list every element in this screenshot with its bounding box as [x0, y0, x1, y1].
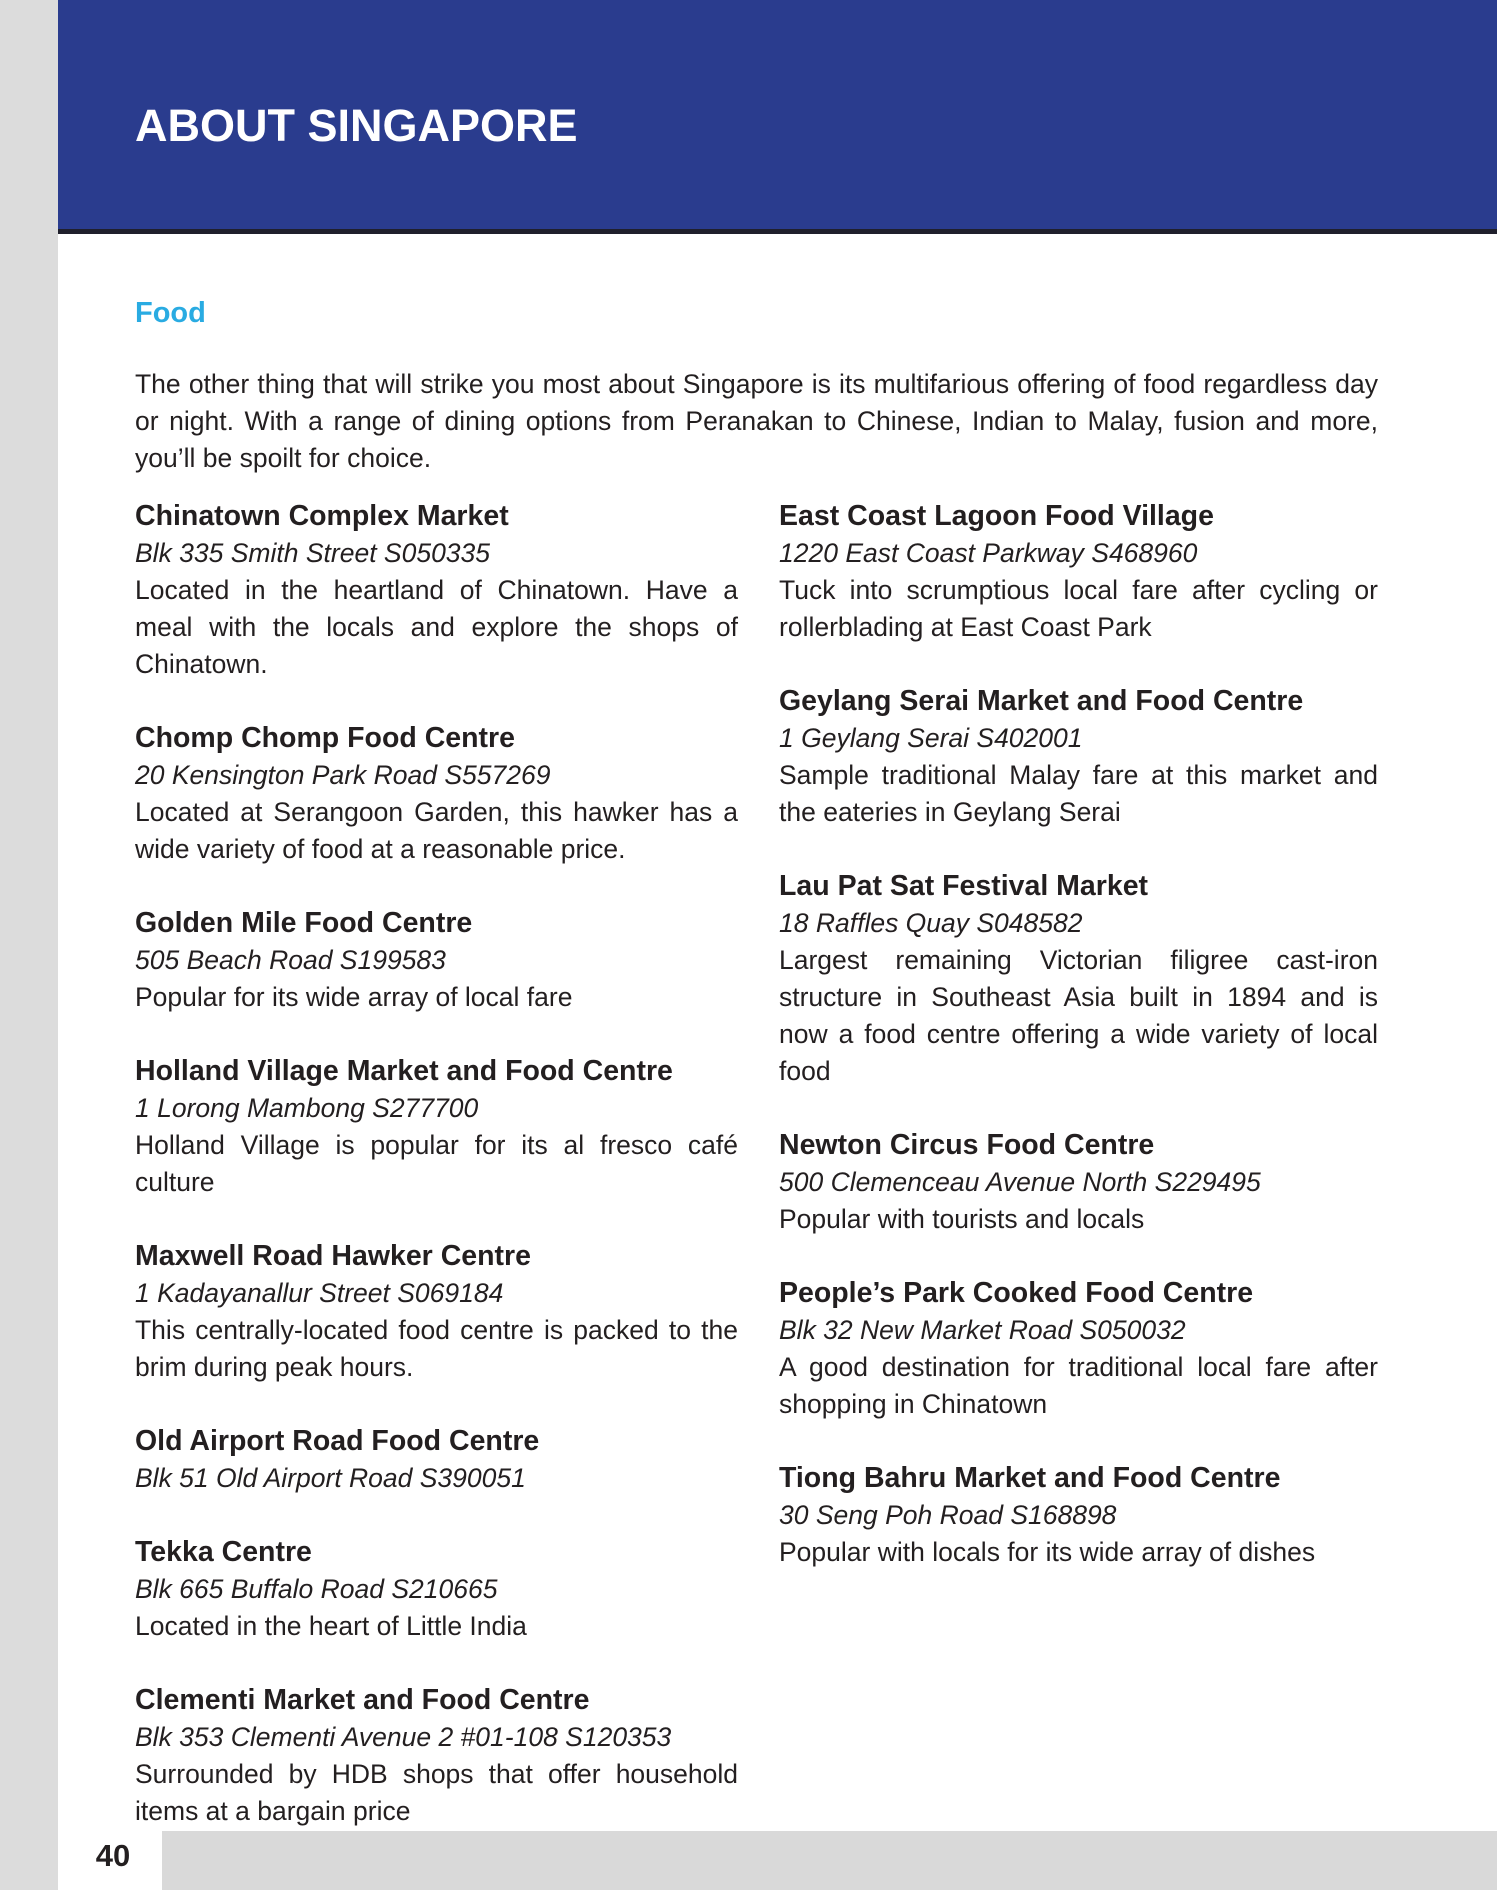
food-entry — [779, 1126, 1378, 1238]
entry-address: 1 Lorong Mambong S277700 — [135, 1093, 479, 1123]
entry-description: Sample traditional Malay fare at this market and the eateries in Geylang Serai — [779, 760, 1378, 827]
food-entry — [779, 1274, 1378, 1423]
entry-heading: Golden Mile Food Centre — [135, 907, 473, 939]
entry-heading: East Coast Lagoon Food Village — [779, 500, 1214, 532]
entry-heading: Chomp Chomp Food Centre — [135, 722, 515, 754]
footer-bar — [162, 1831, 1497, 1890]
entry-address: 1220 East Coast Parkway S468960 — [779, 538, 1198, 568]
entry-address: Blk 335 Smith Street S050335 — [135, 538, 491, 568]
entry-address: Blk 353 Clementi Avenue 2 #01-108 S120353 — [135, 1722, 672, 1752]
right-column — [779, 497, 1378, 1607]
entry-address: 1 Geylang Serai S402001 — [779, 723, 1083, 753]
entry-address: 18 Raffles Quay S048582 — [779, 908, 1083, 938]
food-entry — [779, 682, 1378, 831]
entry-heading: Tekka Centre — [135, 1536, 312, 1568]
entry-heading: Old Airport Road Food Centre — [135, 1425, 540, 1457]
entry-description: Popular for its wide array of local fare — [135, 982, 573, 1012]
left-column — [135, 497, 738, 1866]
food-entry — [135, 1237, 738, 1386]
food-entry — [135, 497, 738, 683]
entry-heading: Clementi Market and Food Centre — [135, 1684, 590, 1716]
entry-description: Located at Serangoon Garden, this hawker has a wide variety of food at a reasonable price. — [135, 797, 738, 864]
entry-heading: Chinatown Complex Market — [135, 500, 509, 532]
food-entry — [135, 1052, 738, 1201]
entry-address: Blk 665 Buffalo Road S210665 — [135, 1574, 498, 1604]
entry-description: Tuck into scrumptious local fare after cycling or rollerblading at East Coast Park — [779, 575, 1378, 642]
entry-description: Popular with tourists and locals — [779, 1204, 1145, 1234]
entry-description: Popular with locals for its wide array of dishes — [779, 1537, 1316, 1567]
entry-description: Located in the heartland of Chinatown. Have a meal with the locals and explore the shops of Chinatown. — [135, 575, 738, 679]
section-heading-food: Food — [135, 297, 206, 329]
entry-address: 505 Beach Road S199583 — [135, 945, 446, 975]
food-entry — [779, 867, 1378, 1090]
food-entry — [779, 497, 1378, 646]
chapter-banner — [58, 0, 1497, 234]
entry-description: Largest remaining Victorian filigree cast-iron structure in Southeast Asia built in 1894 and is now a food centre offering a wide variety of local food — [779, 945, 1378, 1086]
entry-address: Blk 51 Old Airport Road S390051 — [135, 1463, 526, 1493]
chapter-title: ABOUT SINGAPORE — [135, 100, 578, 151]
food-entry — [779, 1459, 1378, 1571]
entry-description: Located in the heart of Little India — [135, 1611, 527, 1641]
entry-address: 30 Seng Poh Road S168898 — [779, 1500, 1117, 1530]
entry-heading: People’s Park Cooked Food Centre — [779, 1277, 1254, 1309]
entry-address: Blk 32 New Market Road S050032 — [779, 1315, 1186, 1345]
entry-address: 20 Kensington Park Road S557269 — [135, 760, 551, 790]
entry-heading: Lau Pat Sat Festival Market — [779, 870, 1149, 902]
entry-heading: Newton Circus Food Centre — [779, 1129, 1155, 1161]
food-entry — [135, 904, 738, 1016]
entry-description: Surrounded by HDB shops that offer household items at a bargain price — [135, 1759, 738, 1826]
entry-description: This centrally-located food centre is packed to the brim during peak hours. — [135, 1315, 738, 1382]
page-number: 40 — [95, 1838, 131, 1873]
entry-address: 500 Clemenceau Avenue North S229495 — [779, 1167, 1261, 1197]
food-entry — [135, 1422, 738, 1497]
intro-paragraph: The other thing that will strike you most about Singapore is its multifarious offering of food regardless day or night. With a range of dining options from Peranakan to Chinese, Indian to Malay, fusion and more, you’ll be spoilt for choice. — [135, 369, 1378, 473]
entry-heading: Holland Village Market and Food Centre — [135, 1055, 673, 1087]
entry-address: 1 Kadayanallur Street S069184 — [135, 1278, 504, 1308]
entry-description: Holland Village is popular for its al fresco café culture — [135, 1130, 738, 1197]
entry-heading: Geylang Serai Market and Food Centre — [779, 685, 1304, 717]
food-entry — [135, 719, 738, 868]
left-margin-strip — [0, 0, 58, 1890]
entry-heading: Maxwell Road Hawker Centre — [135, 1240, 531, 1272]
food-entry — [135, 1681, 738, 1830]
entry-description: A good destination for traditional local fare after shopping in Chinatown — [779, 1352, 1378, 1419]
entry-heading: Tiong Bahru Market and Food Centre — [779, 1462, 1281, 1494]
food-entry — [135, 1533, 738, 1645]
